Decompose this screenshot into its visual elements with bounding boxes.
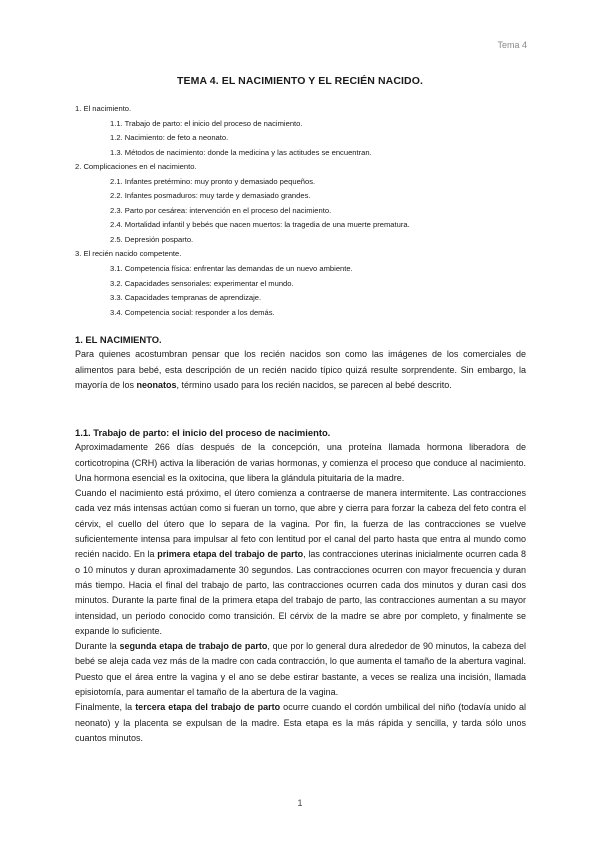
toc-item: 3.4. Competencia social: responder a los demás. — [110, 307, 275, 317]
toc-item: 3.3. Capacidades tempranas de aprendizaje. — [110, 293, 262, 303]
toc-item: 1.3. Métodos de nacimiento: donde la medicina y las actitudes se encuentran. — [110, 147, 372, 157]
page-number: 1 — [297, 798, 303, 808]
table-of-contents — [75, 102, 535, 320]
toc-item: 3.2. Capacidades sensoriales: experimentar el mundo. — [110, 278, 294, 288]
section-1-1-heading: 1.1. Trabajo de parto: el inicio del proceso de nacimiento. — [75, 427, 331, 438]
toc-item: 1.2. Nacimiento: de feto a neonato. — [110, 133, 229, 143]
toc-item: 2.1. Infantes pretérmino: muy pronto y demasiado pequeños. — [110, 176, 316, 186]
section-1-paragraph: Para quienes acostumbran pensar que los recién nacidos son como las imágenes de los comerciales de alimentos para bebé, esta descripción de un recién nacido típico quizá resulte sorprendente. Sin embargo, la mayoría de los neonatos, término usado para los recién nacidos, se parecen al bebé descrito. — [75, 349, 526, 390]
section-1 — [75, 332, 526, 393]
section-1-1 — [75, 425, 526, 746]
toc-item: 2.4. Mortalidad infantil y bebés que nacen muertos: la tragedia de una muerte prematura. — [110, 220, 410, 230]
toc-item: 2. Complicaciones en el nacimiento. — [75, 162, 197, 172]
toc-item: 1.1. Trabajo de parto: el inicio del proceso de nacimiento. — [110, 118, 303, 128]
toc-item: 3.1. Competencia física: enfrentar las demandas de un nuevo ambiente. — [110, 264, 353, 274]
section-1-1-paragraph-4: Finalmente, la tercera etapa del trabajo de parto ocurre cuando el cordón umbilical del niño (todavía unido al neonato) y la placenta se expulsan de la madre. Esta etapa es la más rápida y sencilla, y tarda sólo unos cuantos minutos. — [75, 702, 526, 743]
section-1-heading: 1. EL NACIMIENTO. — [75, 334, 162, 345]
section-1-1-paragraph-1: Aproximadamente 266 días después de la concepción, una proteína llamada hormona liberadora de corticotropina (CRH) activa la liberación de varias hormonas, y comienza el proceso que conduce al nacimiento. Una hormona esencial es la oxitocina, que libera la glándula pituitaria de la madre. — [75, 442, 526, 483]
toc-item: 2.2. Infantes posmaduros: muy tarde y demasiado grandes. — [110, 191, 311, 201]
toc-item: 2.5. Depresión posparto. — [110, 234, 194, 244]
running-header: Tema 4 — [497, 40, 527, 50]
section-1-1-paragraph-2: Cuando el nacimiento está próximo, el útero comienza a contraerse de manera intermitente. Las contracciones cada vez más intensas actúan como si fueran un torno, que abre y cierra para forzar la cabeza del feto contra el cérvix, el cuello del útero que lo separa de la vagina. Por fin, la fuerza de las contracciones se vuelve suficientemente intensa para impulsar al feto con lentitud por el canal del parto hasta que entra al mundo como recién nacido. En la primera etapa del trabajo de parto, las contracciones uterinas inicialmente ocurren cada 8 o 10 minutos y duran aproximadamente 30 segundos. Las contracciones ocurren con mayor frecuencia y duran más tiempo. Hacia el final del trabajo de parto, las contracciones ocurren cada dos minutos y duran casi dos minutos. Durante la parte final de la primera etapa del trabajo de parto, las contracciones aumentan a su mayor intensidad, un periodo conocido como transición. El cérvix de la madre se abre por completo, y finalmente se expande lo suficiente. — [75, 488, 526, 636]
toc-item: 3. El recién nacido competente. — [75, 249, 182, 259]
toc-item: 1. El nacimiento. — [75, 104, 132, 113]
section-1-1-paragraph-3: Durante la segunda etapa de trabajo de parto, que por lo general dura alrededor de 90 minutos, la cabeza del bebé se aleja cada vez más de la madre con cada contracción, lo que aumenta el tamaño de la abertura vaginal. Puesto que el área entre la vagina y el ano se debe estirar bastante, a veces se realiza una incisión, llamada episiotomía, para aumentar el tamaño de la abertura de la vagina. — [75, 641, 527, 698]
page-title: TEMA 4. EL NACIMIENTO Y EL RECIÉN NACIDO. — [176, 75, 424, 87]
toc-item: 2.3. Parto por cesárea: intervención en el proceso del nacimiento. — [110, 205, 332, 215]
